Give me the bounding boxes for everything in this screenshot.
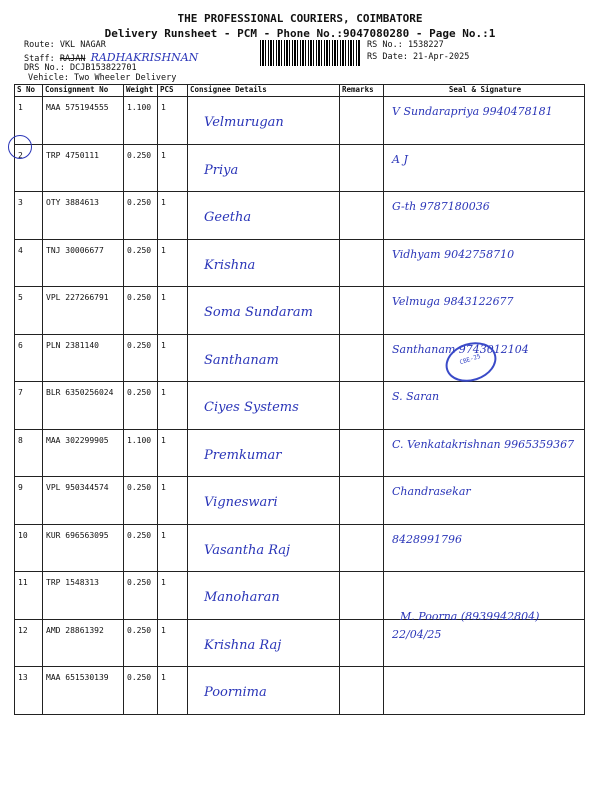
col-pcs: PCS: [158, 85, 188, 97]
handwritten-signature: G-th 9787180036: [392, 200, 490, 213]
consignee-name: Manoharan: [204, 590, 280, 605]
handwritten-signature: Santhanam 9743012104: [392, 342, 529, 356]
col-consignee: Consignee Details: [188, 85, 340, 97]
weight-cell: 0.250: [124, 192, 158, 240]
col-sno: S No: [15, 85, 43, 97]
consignee-name: Vasantha Raj: [204, 542, 291, 558]
table-row: [15, 429, 585, 477]
consignee-cell: [188, 334, 340, 382]
sno-cell: 4: [15, 239, 43, 287]
consignee-name: Velmurugan: [204, 115, 284, 130]
table-row: [15, 524, 585, 572]
table-row: [15, 667, 585, 715]
route-field: Route: VKL NAGAR: [24, 40, 106, 50]
remarks-cell: [340, 382, 384, 430]
sno-cell: 5: [15, 287, 43, 335]
signature-cell: [384, 524, 585, 572]
table-row: [15, 619, 585, 667]
sno-cell: 3: [15, 192, 43, 240]
signature-cell: [384, 192, 585, 240]
consignment-no-cell: VPL 227266791: [43, 287, 124, 335]
company-stamp: CBE-25: [440, 336, 501, 388]
table-header-row: [15, 85, 585, 97]
rs-number: RS No.: 1538227: [367, 40, 444, 50]
weight-cell: 0.250: [124, 334, 158, 382]
table-row: [15, 477, 585, 525]
consignee-name: Geetha: [204, 210, 252, 225]
pcs-cell: 1: [158, 192, 188, 240]
weight-cell: 0.250: [124, 619, 158, 667]
sno-cell: 9: [15, 477, 43, 525]
remarks-cell: [340, 239, 384, 287]
consignee-cell: [188, 192, 340, 240]
document-title: THE PROFESSIONAL COURIERS, COIMBATORE: [177, 12, 423, 25]
consignee-name: Ciyes Systems: [204, 400, 299, 415]
staff-struck-name: RAJAN: [59, 54, 86, 64]
consignee-name: Vigneswari: [204, 495, 278, 510]
weight-cell: 0.250: [124, 477, 158, 525]
sno-cell: 12: [15, 619, 43, 667]
weight-cell: 1.100: [124, 97, 158, 145]
handwritten-signature: C. Venkatakrishnan 9965359367: [392, 437, 575, 451]
col-weight: Weight: [124, 85, 158, 97]
consignee-cell: [188, 477, 340, 525]
consignee-name: Premkumar: [204, 447, 282, 463]
consignee-cell: [188, 524, 340, 572]
staff-handwritten-name: RADHAKRISHNAN: [90, 51, 199, 64]
drs-field: DRS No.: DCJB153822701: [24, 63, 137, 73]
pcs-cell: 1: [158, 382, 188, 430]
table-row: [15, 334, 585, 382]
handwritten-signature: Chandrasekar: [392, 485, 471, 498]
sno-cell: 13: [15, 667, 43, 715]
signature-cell: [384, 144, 585, 192]
weight-cell: 0.250: [124, 144, 158, 192]
remarks-cell: [340, 524, 384, 572]
remarks-cell: [340, 334, 384, 382]
signature-cell: [384, 619, 585, 667]
table-row: [15, 287, 585, 335]
consignee-name: Poornima: [204, 685, 267, 700]
sno-cell: 1: [15, 97, 43, 145]
consignee-cell: [188, 239, 340, 287]
sno-cell: 7: [15, 382, 43, 430]
consignment-no-cell: MAA 651530139: [43, 667, 124, 715]
signature-cell: [384, 97, 585, 145]
handwritten-signature: S. Saran: [392, 390, 440, 403]
remarks-cell: [340, 287, 384, 335]
consignment-no-cell: OTY 3884613: [43, 192, 124, 240]
handwritten-signature: V Sundarapriya 9940478181: [392, 105, 553, 118]
weight-cell: 1.100: [124, 429, 158, 477]
remarks-cell: [340, 619, 384, 667]
pcs-cell: 1: [158, 572, 188, 620]
table-row: [15, 192, 585, 240]
sno-cell: 6: [15, 334, 43, 382]
vehicle-field: Vehicle: Two Wheeler Delivery: [28, 73, 177, 83]
consignee-cell: [188, 667, 340, 715]
sno-cell: 2: [15, 144, 43, 192]
signature-cell: [384, 287, 585, 335]
weight-cell: 0.250: [124, 572, 158, 620]
remarks-cell: [340, 667, 384, 715]
pcs-cell: 1: [158, 667, 188, 715]
consignee-name: Santhanam: [204, 352, 279, 368]
consignment-no-cell: AMD 28861392: [43, 619, 124, 667]
consignee-cell: [188, 619, 340, 667]
sno-cell: 11: [15, 572, 43, 620]
consignment-no-cell: TRP 4750111: [43, 144, 124, 192]
handwritten-circle-mark: [8, 135, 32, 159]
remarks-cell: [340, 97, 384, 145]
table-row: [15, 97, 585, 145]
consignment-no-cell: PLN 2381140: [43, 334, 124, 382]
table-row: [15, 239, 585, 287]
pcs-cell: 1: [158, 619, 188, 667]
consignment-no-cell: BLR 6350256024: [43, 382, 124, 430]
consignee-cell: [188, 97, 340, 145]
handwritten-signature: 8428991796: [392, 532, 462, 546]
consignee-name: Priya: [204, 162, 239, 178]
remarks-cell: [340, 477, 384, 525]
pcs-cell: 1: [158, 334, 188, 382]
pcs-cell: 1: [158, 239, 188, 287]
handwritten-signature: [384, 667, 584, 675]
consignee-cell: [188, 287, 340, 335]
signature-cell: [384, 477, 585, 525]
consignment-no-cell: MAA 575194555: [43, 97, 124, 145]
staff-label: Staff:: [24, 54, 55, 64]
handwritten-signature: [384, 572, 584, 580]
table-row: [15, 144, 585, 192]
consignee-cell: [188, 572, 340, 620]
signature-cell: [384, 382, 585, 430]
weight-cell: 0.250: [124, 667, 158, 715]
consignment-no-cell: MAA 302299905: [43, 429, 124, 477]
handwritten-signature: A J: [392, 152, 408, 166]
remarks-cell: [340, 429, 384, 477]
col-remarks: Remarks: [340, 85, 384, 97]
pcs-cell: 1: [158, 97, 188, 145]
col-consignment: Consignment No: [43, 85, 124, 97]
consignment-no-cell: TRP 1548313: [43, 572, 124, 620]
pcs-cell: 1: [158, 524, 188, 572]
consignment-no-cell: TNJ 30006677: [43, 239, 124, 287]
consignee-name: Soma Sundaram: [204, 305, 313, 320]
consignee-cell: [188, 429, 340, 477]
pcs-cell: 1: [158, 144, 188, 192]
handwritten-signature: Vidhyam 9042758710: [392, 247, 515, 261]
rs-date: RS Date: 21-Apr-2025: [367, 52, 470, 62]
consignment-no-cell: VPL 950344574: [43, 477, 124, 525]
col-seal-signature: Seal & Signature: [384, 85, 585, 97]
remarks-cell: [340, 572, 384, 620]
signature-cell: [384, 429, 585, 477]
signature-row-13: M. Poorna (8939942804): [400, 610, 540, 623]
consignee-cell: [188, 382, 340, 430]
pcs-cell: 1: [158, 429, 188, 477]
barcode: [260, 40, 360, 66]
remarks-cell: [340, 192, 384, 240]
weight-cell: 0.250: [124, 287, 158, 335]
weight-cell: 0.250: [124, 524, 158, 572]
remarks-cell: [340, 144, 384, 192]
consignment-no-cell: KUR 696563095: [43, 524, 124, 572]
handwritten-signature: 22/04/25: [392, 627, 442, 641]
table-row: [15, 382, 585, 430]
handwritten-signature: Velmuga 9843122677: [392, 295, 514, 308]
document-subtitle: Delivery Runsheet - PCM - Phone No.:9047080280 - Page No.:1: [104, 27, 496, 40]
pcs-cell: 1: [158, 477, 188, 525]
weight-cell: 0.250: [124, 382, 158, 430]
consignee-name: Krishna Raj: [204, 637, 282, 653]
signature-cell: [384, 667, 585, 715]
weight-cell: 0.250: [124, 239, 158, 287]
sno-cell: 10: [15, 524, 43, 572]
sno-cell: 8: [15, 429, 43, 477]
pcs-cell: 1: [158, 287, 188, 335]
consignee-cell: [188, 144, 340, 192]
consignee-name: Krishna: [204, 257, 256, 273]
signature-cell: [384, 239, 585, 287]
